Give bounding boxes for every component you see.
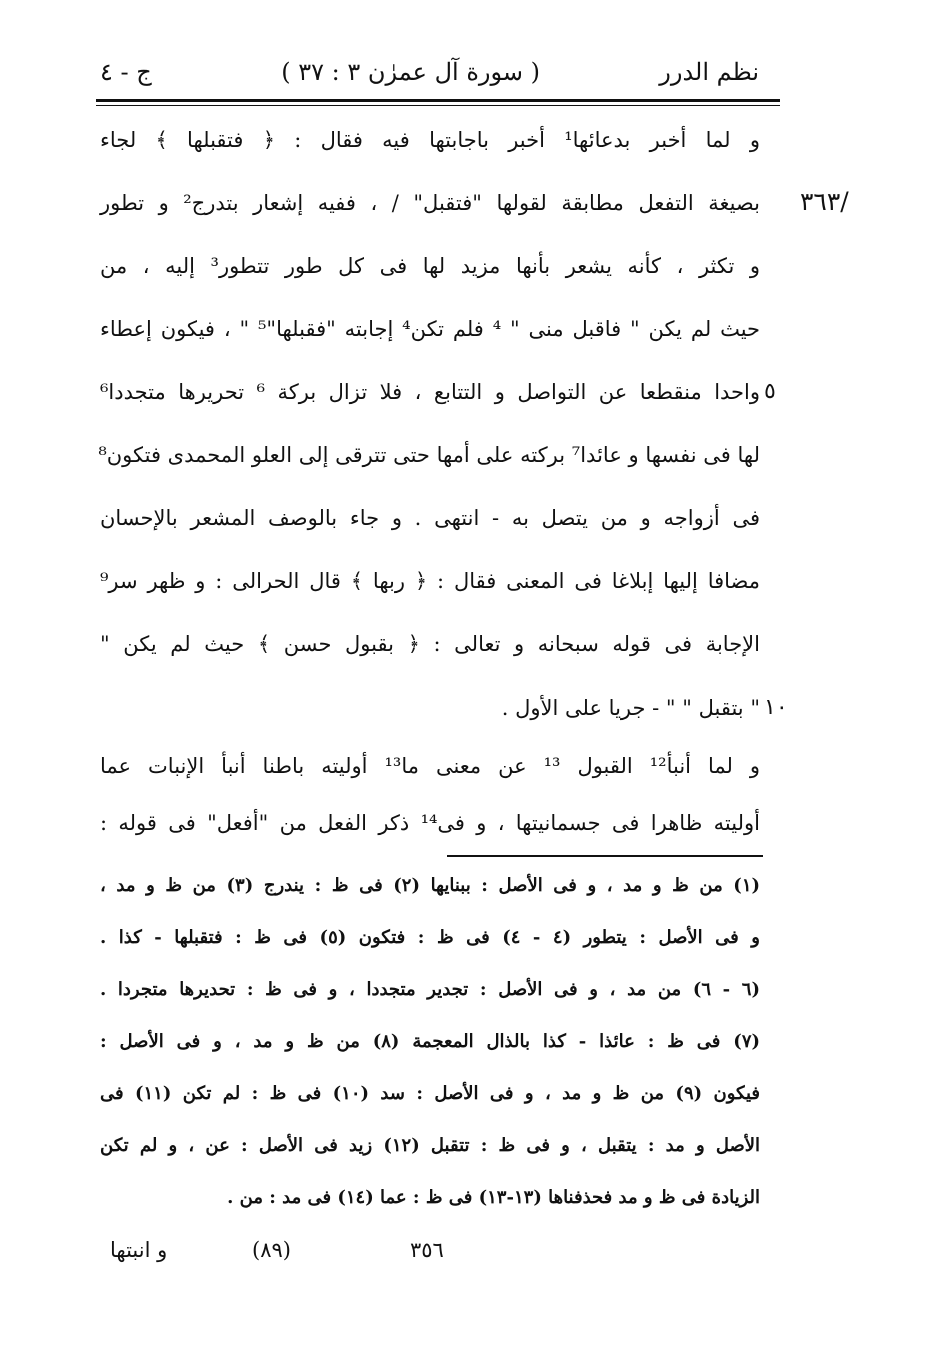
- line-number-10: ١٠: [764, 695, 788, 720]
- body-line: و لما أنبأ¹² القبول ¹³ عن معنى ما¹³ أوليته باطنا أنبأ الإنبات عما: [100, 754, 761, 778]
- footnote-line: الأصل و مد : يتقبل ، و فى ظ : تتقبل (١٢) زيد فى الأصل : عن ، و لم تكن: [100, 1135, 761, 1156]
- footnote-line: (٧) فى ظ : عائذا - كذا بالذال المعجمة (٨) من ظ و مد ، و فى الأصل :: [100, 1031, 761, 1052]
- header-rule-thin: [96, 105, 780, 106]
- running-head-volume: ج - ٤: [100, 58, 152, 86]
- footnote-line: الزيادة فى ظ و مد فحذفناها (١٣-١٣) فى ظ : عما (١٤) فى مد : من .: [227, 1187, 760, 1208]
- footnote-line: فيكون (٩) من ظ و مد ، و فى الأصل : سد (١٠) فى ظ : لم تكن (١١) فى: [100, 1083, 760, 1104]
- footnote-line: (١) من ظ و مد ، و فى الأصل : ببنايها (٢) فى ظ : يندرج (٣) من ظ و مد ،: [100, 875, 761, 896]
- body-line: واحدا منقطعا عن التواصل و التتابع ، فلا تزال بركة ⁶ تحريرها متجددا⁶: [100, 380, 761, 404]
- line-number-5: ٥: [764, 379, 776, 404]
- body-line: أوليته ظاهرا فى جسمانيتها ، و فى¹⁴ ذكر الفعل من "أفعل" فى قوله :: [100, 811, 760, 835]
- body-line: بصيغة التفعل مطابقة لقولها "فتقبل" / ، ففيه إشعار بتدرج² و تطور: [100, 191, 760, 215]
- footnote-separator: [447, 855, 763, 857]
- body-line: مضافا إليها إبلاغا فى المعنى فقال : ﴿ ربها ﴾ قال الحرالى : و ظهر سر⁹: [100, 569, 760, 593]
- page-number: ٣٥٦: [410, 1238, 444, 1262]
- body-line: و تكثر ، كأنه يشعر بأنها مزيد لها فى كل طور تتطور³ إليه ، من: [100, 254, 760, 278]
- sheet-number: (٨٩): [252, 1238, 291, 1262]
- running-head-surah: ( سورة آل عمرٰن ٣ : ٣٧ ): [281, 58, 540, 86]
- body-line: الإجابة فى قوله سبحانه و تعالى : ﴿ بقبول حسن ﴾ حيث لم يكن ": [100, 632, 760, 656]
- body-line: و لما أخبر بدعائها¹ أخبر باجابتها فيه فقال : ﴿ فتقبلها ﴾ لجاء: [100, 128, 760, 152]
- header-rule-thick: [96, 99, 780, 102]
- running-head-book-title: نظم الدرر: [659, 58, 759, 86]
- body-line: " بتقبل " " - جريا على الأول .: [501, 696, 760, 720]
- body-line: لها فى نفسها و عائدا⁷ بركته على أمها حتى تترقى إلى العلو المحمدى فتكون⁸: [98, 443, 760, 467]
- body-line: فى أزواجه و من يتصل به - انتهى . و جاء بالوصف المشعر بالإحسان: [100, 506, 760, 530]
- catchword: و انبتها: [110, 1238, 168, 1262]
- footnote-line: و فى الأصل : يتطور (٤ - ٤) فى ظ : فتكون (٥) فى ظ : فتقبلها - كذا .: [100, 927, 760, 948]
- body-line: حيث لم يكن " فاقبل منى " ⁴ فلم تكن⁴ إجابته "فقبلها"⁵ " ، فيكون إعطاء: [100, 317, 761, 341]
- footnote-line: (٦ - ٦) من مد ، و فى الأصل : تجدير متجددا ، و فى ظ : تحديرها متجردا .: [100, 979, 760, 1000]
- manuscript-page-marker: /٣٦٣: [800, 187, 849, 216]
